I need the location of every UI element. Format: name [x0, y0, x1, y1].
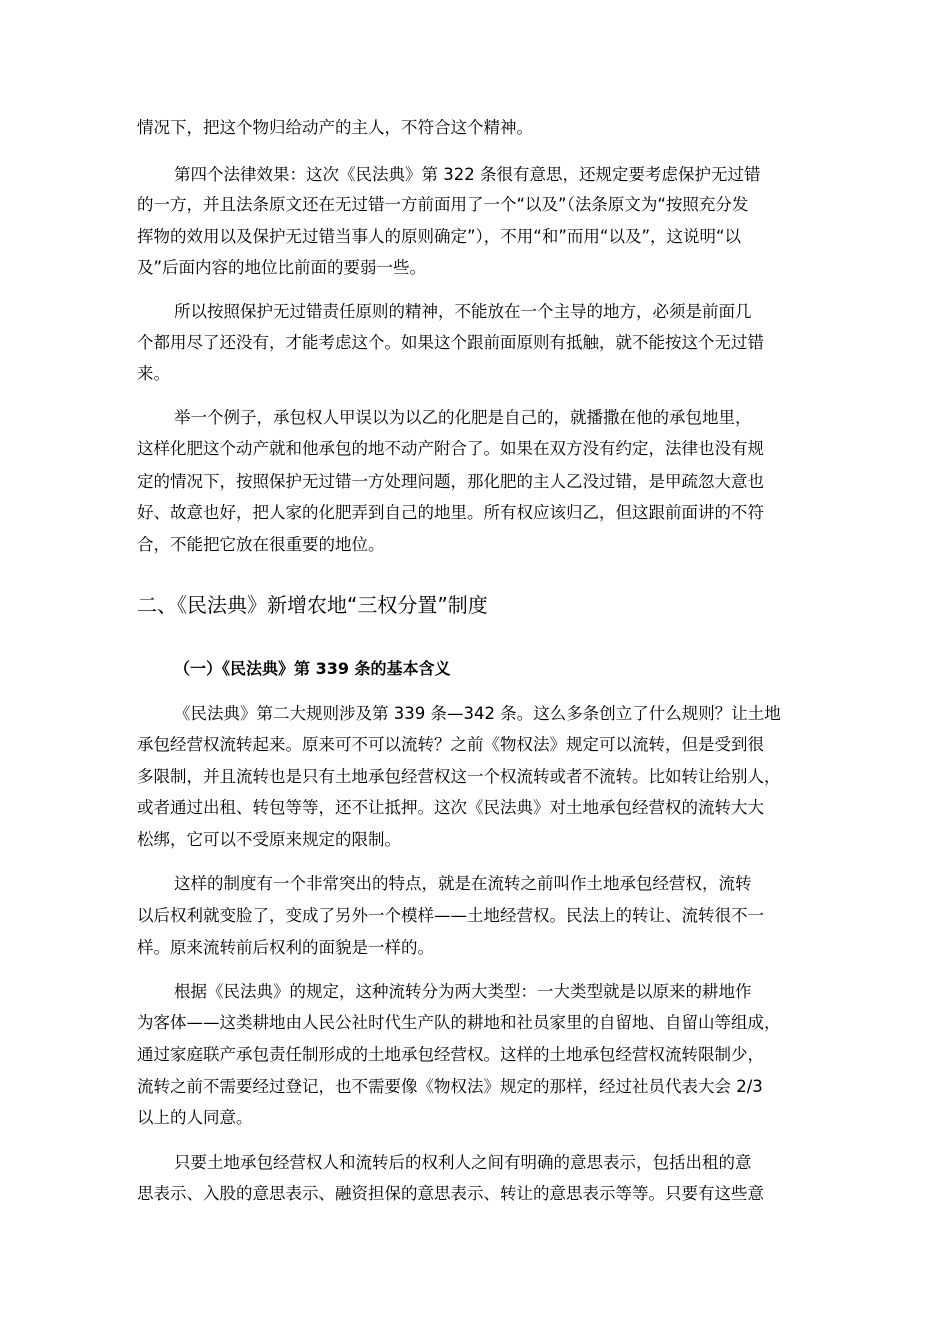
- paragraph-line: 及”后面内容的地位比前面的要弱一些。: [137, 258, 427, 277]
- paragraph-line: 这样化肥这个动产就和他承包的地不动产附合了。如果在双方没有约定，法律也没有规: [137, 439, 764, 458]
- paragraph-line: 流转之前不需要经过登记，也不需要像《物权法》规定的那样，经过社员代表大会 2/3: [137, 1077, 763, 1096]
- paragraph-line: 情况下，把这个物归给动产的主人，不符合这个精神。: [137, 118, 533, 137]
- paragraph-line: 多限制，并且流转也是只有土地承包经营权这一个权流转或者不流转。比如转让给别人，: [137, 767, 781, 786]
- paragraph-line: 这样的制度有一个非常突出的特点，就是在流转之前叫作土地承包经营权，流转: [174, 874, 752, 893]
- paragraph-line: 根据《民法典》的规定，这种流转分为两大类型：一大类型就是以原来的耕地作: [174, 982, 752, 1001]
- paragraph-line: 为客体——这类耕地由人民公社时代生产队的耕地和社员家里的自留地、自留山等组成，: [137, 1013, 781, 1032]
- paragraph-line: 来。: [137, 364, 170, 383]
- subsection-heading: （一）《民法典》第 339 条的基本含义: [174, 659, 451, 678]
- paragraph-line: 承包经营权流转起来。原来可不可以流转？之前《物权法》规定可以流转，但是受到很: [137, 735, 764, 754]
- paragraph-line: 以上的人同意。: [137, 1108, 253, 1127]
- paragraph-line: 思表示、入股的意思表示、融资担保的意思表示、转让的意思表示等等。只要有这些意: [137, 1184, 764, 1203]
- paragraph-line: 个都用尽了还没有，才能考虑这个。如果这个跟前面原则有抵触，就不能按这个无过错: [137, 333, 764, 352]
- paragraph-line: 只要土地承包经营权人和流转后的权利人之间有明确的意思表示，包括出租的意: [174, 1153, 752, 1172]
- section-heading: 二、《民法典》新增农地“三权分置”制度: [137, 593, 488, 617]
- paragraph-line: 或者通过出租、转包等等，还不让抵押。这次《民法典》对土地承包经营权的流转大大: [137, 798, 764, 817]
- paragraph-line: 松绑，它可以不受原来规定的限制。: [137, 830, 401, 849]
- paragraph-line: 通过家庭联产承包责任制形成的土地承包经营权。这样的土地承包经营权流转限制少，: [137, 1045, 764, 1064]
- paragraph-line: 样。原来流转前后权利的面貌是一样的。: [137, 938, 434, 957]
- paragraph-line: 好、故意也好，把人家的化肥弄到自己的地里。所有权应该归乙，但这跟前面讲的不符: [137, 503, 764, 522]
- paragraph-line: 所以按照保护无过错责任原则的精神，不能放在一个主导的地方，必须是前面几: [174, 302, 752, 321]
- paragraph-line: 第四个法律效果：这次《民法典》第 322 条很有意思，还规定要考虑保护无过错: [174, 165, 761, 184]
- paragraph-line: 举一个例子，承包权人甲误以为以乙的化肥是自己的，就播撒在他的承包地里，: [174, 408, 752, 427]
- paragraph-line: 以后权利就变脸了，变成了另外一个模样——土地经营权。民法上的转让、流转很不一: [137, 906, 764, 925]
- paragraph-line: 合，不能把它放在很重要的地位。: [137, 535, 385, 554]
- paragraph-line: 《民法典》第二大规则涉及第 339 条—342 条。这么多条创立了什么规则？让土地: [174, 704, 781, 723]
- paragraph-line: 定的情况下，按照保护无过错一方处理问题，那化肥的主人乙没过错，是甲疏忽大意也: [137, 472, 764, 491]
- paragraph-line: 的一方，并且法条原文还在无过错一方前面用了一个“以及”（法条原文为“按照充分发: [137, 195, 749, 214]
- paragraph-line: 挥物的效用以及保护无过错当事人的原则确定”），不用“和”而用“以及”，这说明“以: [137, 227, 742, 246]
